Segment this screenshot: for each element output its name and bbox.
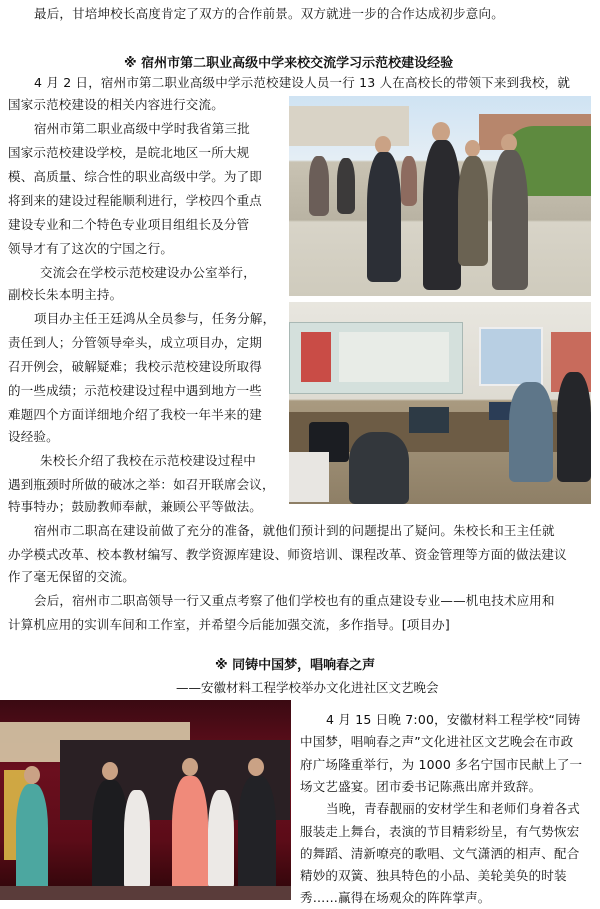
closing-line: 最后，甘培坤校长高度肯定了双方的合作前景。双方就进一步的合作达成初步意向。 <box>34 6 504 21</box>
article-1-line: 作了毫无保留的交流。 <box>8 569 136 584</box>
article-2-subheading: ——安徽材料工程学校举办文化进社区文艺晚会 <box>176 680 439 695</box>
meeting-room-photo <box>289 302 591 504</box>
article-1-line: 宿州市第二职业高级中学时我省第三批 <box>34 121 250 136</box>
article-1-line: 的一些成绩；示范校建设过程中遇到地方一些 <box>8 383 263 398</box>
article-2-line: 4 月 15 日晚 7:00，安徽材料工程学校“同铸 <box>326 712 581 727</box>
article-2-line: 府广场隆重举行，为 1000 多名宁国市民献上了一 <box>300 756 583 772</box>
article-1-line: 交流会在学校示范校建设办公室举行， <box>40 265 256 280</box>
article-1-line: 办学模式改革、校本教材编写、教学资源库建设、师资培训、课程改革、资金管理等方面的做法建议 <box>8 547 567 562</box>
article-2-line: 中国梦，唱响春之声”文化进社区文艺晚会在市政 <box>300 734 574 750</box>
article-1-line: 4 月 2 日，宿州市第二职业高级中学示范校建设人员一行 13 人在高校长的带领下来到我校，就 <box>34 75 571 90</box>
article-1-line: 领导才有了这次的宁国之行。 <box>8 241 174 256</box>
article-1-line: 特事特办；鼓励教师奉献，兼顾公平等做法。 <box>8 499 263 514</box>
article-2-line: 的舞蹈、清新嘹亮的歌唱、文气潇洒的相声、配合 <box>300 845 580 861</box>
article-1-line: 朱校长介绍了我校在示范校建设过程中 <box>40 453 256 468</box>
article-2-heading: ※ 同铸中国梦，唱响春之声 <box>215 658 376 673</box>
article-1-line: 责任到人；分管领导牵头，成立项目办，定期 <box>8 335 263 350</box>
group-walking-photo <box>289 96 591 296</box>
article-1-line: 项目办主任王廷鸿从全员参与，任务分解， <box>34 311 276 326</box>
article-1-line: 将到来的建设过程能顺利进行，学校四个重点 <box>8 193 263 208</box>
stage-performance-photo <box>0 700 291 900</box>
article-1-line: 国家示范校建设的相关内容进行交流。 <box>8 97 224 112</box>
article-2-line: 精妙的双簧、独具特色的小品、美轮美奂的时装 <box>300 868 567 884</box>
article-1-line: 模、高质量、综合性的职业高级中学。为了即 <box>8 169 263 184</box>
article-1-line: 召开例会，破解疑难；我校示范校建设所取得 <box>8 359 263 374</box>
article-1-line: 建设专业和二个特色专业项目组组长及分管 <box>8 217 250 232</box>
article-2-line: 当晚，青春靓丽的安材学生和老师们身着各式 <box>326 801 581 817</box>
article-1-line: 国家示范校建设学校，是皖北地区一所大规 <box>8 145 250 160</box>
article-1-line: 会后，宿州市二职高领导一行又重点考察了他们学校也有的重点建设专业——机电技术应用和 <box>34 593 555 608</box>
article-1-line: 计算机应用的实训车间和工作室，并希望今后能加强交流，多作指导。[项目办] <box>8 617 450 632</box>
article-1-line: 难题四个方面详细地介绍了我校一年半来的建 <box>8 407 263 422</box>
article-1-line: 设经验。 <box>8 429 59 444</box>
article-1-line: 副校长朱本明主持。 <box>8 287 123 302</box>
article-2-line: 秀……赢得在场观众的阵阵掌声。 <box>300 890 491 906</box>
article-2-line: 场文艺盛宴。团市委书记陈燕出席并致辞。 <box>300 778 542 794</box>
article-2-line: 服装走上舞台，表演的节目精彩纷呈，有气势恢宏 <box>300 823 580 839</box>
article-1-line: 遇到瓶颈时所做的破冰之举：如召开联席会议， <box>8 477 275 492</box>
article-1-line: 宿州市二职高在建设前做了充分的准备，就他们预计到的问题提出了疑问。朱校长和王主任就 <box>34 523 555 538</box>
article-1-heading: ※ 宿州市第二职业高级中学来校交流学习示范校建设经验 <box>124 56 454 71</box>
